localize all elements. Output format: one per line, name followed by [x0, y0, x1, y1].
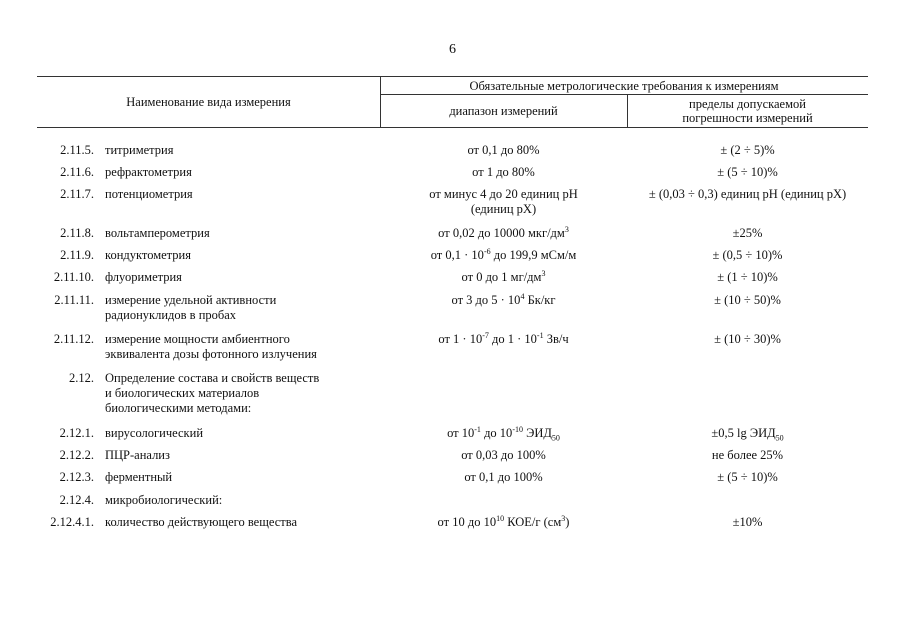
group-underline [380, 94, 868, 95]
measurement-range-text: ) [565, 515, 570, 529]
measurement-error-line [627, 187, 868, 202]
measurement-range-line [380, 187, 627, 202]
measurement-error-text: 50 [775, 433, 784, 443]
measurement-error-line [627, 270, 868, 285]
measurement-range-text: -6 [483, 246, 491, 256]
measurement-range-text: от 0,1 до 80% [467, 143, 540, 157]
measurement-range-line [380, 515, 627, 530]
measurement-name-line: и биологических материалов [105, 386, 260, 400]
col-range-header: диапазон измерений [449, 104, 558, 118]
measurement-error-text: ± (10 ÷ 30)% [714, 332, 781, 346]
row-number: 2.12.4.1. [50, 515, 94, 529]
measurement-range [380, 248, 627, 263]
header-bottom-rule [37, 127, 868, 128]
measurement-range [380, 165, 627, 180]
measurement-range-line [380, 248, 627, 263]
group-header: Обязательные метрологические требования к измерениям [469, 79, 779, 93]
row-number: 2.11.6. [60, 165, 94, 179]
measurement-error-text: ±0,5 lg ЭИД [711, 426, 776, 440]
measurement-name-line: флуориметрия [105, 270, 182, 284]
measurement-name-line: радионуклидов в пробах [105, 308, 237, 322]
row-number: 2.12.3. [59, 470, 94, 484]
measurement-name [105, 493, 365, 508]
measurement-range-line [380, 426, 627, 441]
measurement-range-text: от 0,03 до 100% [461, 448, 546, 462]
row-number: 2.12.1. [59, 426, 94, 440]
row-number: 2.11.9. [60, 248, 94, 262]
measurement-range-text: -1 [474, 424, 481, 434]
measurement-error-text: ± (10 ÷ 50)% [714, 293, 781, 307]
measurement-error-text: ± (2 ÷ 5)% [720, 143, 775, 157]
measurement-name-line: измерение удельной активности [105, 293, 277, 307]
measurement-error-line [627, 248, 868, 263]
measurement-name [105, 143, 365, 158]
measurement-range-text: от 0,1 до 100% [464, 470, 543, 484]
measurement-error [627, 143, 868, 158]
measurement-range-text: от 1 · 10 [438, 332, 483, 346]
measurement-error [627, 426, 868, 441]
col-error-header-line1: пределы допускаемой [689, 97, 806, 111]
measurement-range [380, 187, 627, 217]
measurement-error-text: ± (0,03 ÷ 0,3) единиц pH (единиц pX) [648, 187, 847, 201]
measurement-range-text: до 1 · 10 [488, 332, 537, 346]
measurement-name [105, 293, 365, 323]
measurement-name [105, 248, 365, 263]
measurement-name [105, 165, 365, 180]
measurement-error-text: ±25% [732, 226, 763, 240]
measurement-range-line [380, 270, 627, 285]
measurement-range-text: от 0,02 до 10000 мкг/дм [438, 226, 565, 240]
row-number: 2.11.8. [60, 226, 94, 240]
measurement-name-line: потенциометрия [105, 187, 193, 201]
measurement-range-line [380, 143, 627, 158]
measurement-error [627, 515, 868, 530]
measurement-range-line [380, 165, 627, 180]
measurement-name-line: количество действующего вещества [105, 515, 297, 529]
measurement-error-text: ± (0,5 ÷ 10)% [712, 248, 783, 262]
measurement-error [627, 470, 868, 485]
measurement-error [627, 448, 868, 463]
measurement-error-line [627, 143, 868, 158]
measurement-name-line: титриметрия [105, 143, 174, 157]
measurement-range-text: от 1 до 80% [472, 165, 535, 179]
measurement-range-text: до 199,9 мСм/м [490, 248, 577, 262]
measurement-range-text: -1 [536, 330, 544, 340]
measurement-error-line [627, 165, 868, 180]
measurement-range-text: 3 [561, 513, 566, 523]
measurement-error [627, 165, 868, 180]
measurement-error-text: не более 25% [711, 448, 784, 462]
measurement-name [105, 448, 365, 463]
measurement-name-line: ферментный [105, 470, 173, 484]
measurement-error [627, 332, 868, 347]
measurement-error-line [627, 332, 868, 347]
measurement-error [627, 226, 868, 241]
measurement-range-text: от 10 до 10 [437, 515, 497, 529]
measurement-error [627, 293, 868, 308]
measurement-name-line: биологическими методами: [105, 401, 252, 415]
measurement-range [380, 226, 627, 241]
row-number: 2.11.10. [53, 270, 94, 284]
row-number: 2.12.2. [59, 448, 94, 462]
measurement-range-text: 50 [551, 433, 560, 443]
measurement-name [105, 515, 365, 530]
measurement-name [105, 371, 365, 416]
measurement-range-text: 3 [541, 268, 546, 278]
measurement-range-text: 3 [564, 224, 569, 234]
measurement-name-line: эквивалента дозы фотонного излучения [105, 347, 317, 361]
col-error-header-line2: погрешности измерений [682, 111, 813, 125]
measurement-error-text: ±10% [732, 515, 763, 529]
measurement-range-text: до 10 [480, 426, 513, 440]
measurement-name [105, 332, 365, 362]
measurement-range [380, 332, 627, 347]
measurement-error-text: ± (5 ÷ 10)% [717, 165, 778, 179]
measurement-name-line: вирусологический [105, 426, 204, 440]
measurement-error-line [627, 448, 868, 463]
measurement-range [380, 515, 627, 530]
row-number: 2.11.5. [60, 143, 94, 157]
table-top-rule [37, 76, 868, 77]
measurement-range [380, 143, 627, 158]
measurement-range [380, 426, 627, 441]
measurement-name [105, 426, 365, 441]
measurement-range [380, 270, 627, 285]
measurement-error-text: ± (5 ÷ 10)% [717, 470, 778, 484]
measurement-error-line [627, 293, 868, 308]
measurement-error [627, 187, 868, 202]
measurement-range-text: от 0 до 1 мг/дм [461, 270, 542, 284]
measurement-error-line [627, 515, 868, 530]
measurement-name-line: рефрактометрия [105, 165, 192, 179]
measurement-range-text: 10 [496, 513, 505, 523]
row-number: 2.11.11. [54, 293, 94, 307]
measurement-range-line [380, 226, 627, 241]
measurement-range-line [380, 293, 627, 308]
measurement-range-text: -10 [512, 424, 523, 434]
measurement-name-line: кондуктометрия [105, 248, 191, 262]
measurement-range-line [380, 448, 627, 463]
measurement-range-line [380, 332, 627, 347]
measurement-error-line [627, 426, 868, 441]
col-name-header: Наименование вида измерения [126, 95, 291, 109]
measurement-name-line: микробиологический: [105, 493, 223, 507]
measurement-error [627, 270, 868, 285]
measurement-name-line: измерение мощности амбиентного [105, 332, 290, 346]
measurement-range-line [380, 202, 627, 217]
measurement-range [380, 293, 627, 308]
measurement-name [105, 187, 365, 202]
measurement-name-line: Определение состава и свойств веществ [105, 371, 320, 385]
measurement-range-text: Зв/ч [543, 332, 569, 346]
page-number: 6 [449, 42, 456, 57]
measurement-range-text: от 3 до 5 · 10 [451, 293, 521, 307]
measurement-range-text: Бк/кг [524, 293, 556, 307]
measurement-range-text: -7 [482, 330, 489, 340]
measurement-range-text: от 10 [447, 426, 475, 440]
row-number: 2.11.12. [53, 332, 94, 346]
measurement-range-text: ЭИД [522, 426, 552, 440]
measurement-range [380, 470, 627, 485]
measurement-name-line: ПЦР-анализ [105, 448, 170, 462]
measurement-range-text: от 0,1 · 10 [430, 248, 484, 262]
measurement-error-text: ± (1 ÷ 10)% [717, 270, 778, 284]
row-number: 2.11.7. [60, 187, 94, 201]
measurement-range [380, 448, 627, 463]
measurement-name-line: вольтамперометрия [105, 226, 210, 240]
measurement-range-line [380, 470, 627, 485]
measurement-name [105, 226, 365, 241]
measurement-name [105, 270, 365, 285]
measurement-name [105, 470, 365, 485]
measurement-error [627, 248, 868, 263]
measurement-range-text: 4 [520, 291, 525, 301]
row-number: 2.12. [69, 371, 94, 385]
measurement-error-line [627, 226, 868, 241]
row-number: 2.12.4. [59, 493, 94, 507]
col-error-header [627, 97, 868, 125]
measurement-error-line [627, 470, 868, 485]
measurement-range-text: (единиц pX) [470, 202, 537, 216]
measurement-range-text: от минус 4 до 20 единиц pH [429, 187, 578, 201]
measurement-range-text: КОЕ/г (см [504, 515, 562, 529]
